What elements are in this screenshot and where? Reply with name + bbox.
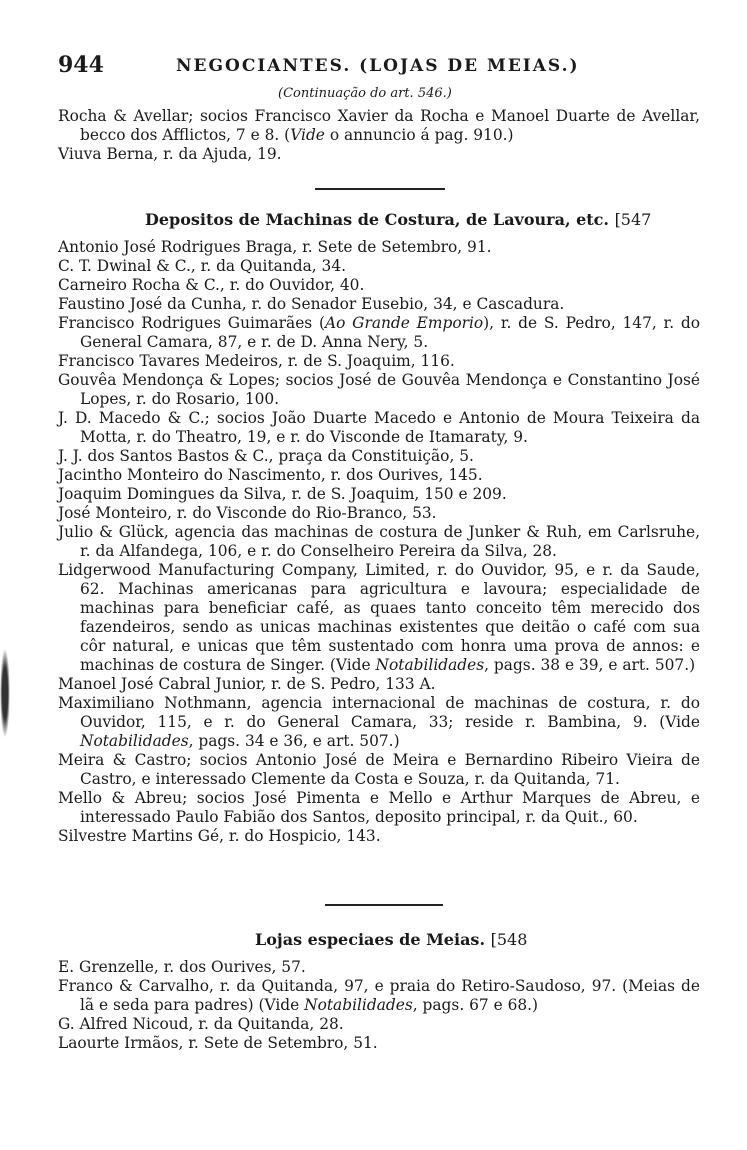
entry-text: Manoel José Cabral Junior, r. de S. Pedro, 133 A.: [58, 675, 436, 693]
directory-entry: [58, 466, 700, 485]
directory-entry: [58, 314, 700, 352]
entry-text: Rocha & Avellar; socios Francisco Xavier da Rocha e Manoel Duarte de Avellar, becco dos Afflictos, 7 e 8. (: [58, 107, 700, 144]
directory-entry: [58, 257, 700, 276]
entry-text: José Monteiro, r. do Visconde do Rio-Branco, 53.: [58, 504, 437, 522]
entry-text: Meira & Castro; socios Antonio José de Meira e Bernardino Ribeiro Vieira de Castro, e interessado Clemente da Costa e Souza, r. da Quitanda, 71.: [58, 751, 700, 788]
entry-tail: o annuncio á pag. 910.): [324, 126, 514, 144]
entry-tail: , pags. 38 e 39, e art. 507.): [484, 656, 696, 674]
intro-entries: [58, 107, 700, 164]
entry-text: Faustino José da Cunha, r. do Senador Eusebio, 34, e Cascadura.: [58, 295, 565, 313]
directory-entry: [58, 694, 700, 751]
entry-italic-ref: Notabilidades: [375, 656, 485, 674]
entry-tail: , pags. 34 e 36, e art. 507.): [188, 732, 400, 750]
directory-entry: [58, 107, 700, 145]
entry-italic-ref: Notabilidades: [304, 996, 413, 1014]
entry-text: Lidgerwood Manufacturing Company, Limited, r. do Ouvidor, 95, e r. da Saude, 62. Machinas americanas para agricultura e lavoura; especialidade de machinas para beneficiar café, as quaes tanto conceito têm merecido dos fazendeiros, sendo as unicas machinas existentes que deitão o café com sua côr natural, e unicas que têm sustentado com honra uma prova de annos: e machinas de costura de Singer. (Vide: [58, 561, 700, 674]
entry-text: J. J. dos Santos Bastos & C., praça da Constituição, 5.: [58, 447, 474, 465]
entry-text: Silvestre Martins Gé, r. do Hospicio, 143.: [58, 827, 381, 845]
page-header: [58, 52, 698, 82]
section-547-entries: [58, 238, 700, 846]
section-divider: [315, 188, 445, 190]
directory-entry: [58, 523, 700, 561]
section-548-number: [548: [490, 930, 528, 949]
entry-text: Laourte Irmãos, r. Sete de Setembro, 51.: [58, 1034, 378, 1052]
section-divider: [325, 904, 443, 906]
directory-entry: [58, 447, 700, 466]
directory-entry: [58, 295, 700, 314]
entry-text: Carneiro Rocha & C., r. do Ouvidor, 40.: [58, 276, 365, 294]
continuation-note: (Continuação do art. 546.): [278, 86, 452, 101]
section-547-number: [547: [614, 210, 652, 229]
section-547-title: Depositos de Machinas de Costura, de Lavoura, etc.: [145, 210, 609, 229]
entry-text: Antonio José Rodrigues Braga, r. Sete de Setembro, 91.: [58, 238, 492, 256]
directory-entry: [58, 238, 700, 257]
entry-text: Maximiliano Nothmann, agencia internacional de machinas de costura, r. do Ouvidor, 115, e r. do General Camara, 33; reside r. Bambina, 9. (Vide: [58, 694, 700, 731]
directory-entry: [58, 276, 700, 295]
entry-text: Joaquim Domingues da Silva, r. de S. Joaquim, 150 e 209.: [58, 485, 507, 503]
entry-tail: ), r. de S. Pedro, 147, r. do General Camara, 87, e r. de D. Anna Nery, 5.: [80, 314, 700, 351]
entry-text: Gouvêa Mendonça & Lopes; socios José de Gouvêa Mendonça e Constantino José Lopes, r. do Rosario, 100.: [58, 371, 700, 408]
binding-mark: [0, 648, 10, 738]
entry-text: Viuva Berna, r. da Ajuda, 19.: [58, 145, 282, 163]
entry-text: J. D. Macedo & C.; socios João Duarte Macedo e Antonio de Moura Teixeira da Motta, r. do Theatro, 19, e r. do Visconde de Itamaraty, 9.: [58, 409, 700, 446]
section-548-title: Lojas especiaes de Meias.: [255, 930, 486, 949]
directory-entry: [58, 352, 700, 371]
entry-text: Francisco Tavares Medeiros, r. de S. Joaquim, 116.: [58, 352, 455, 370]
directory-entry: [58, 827, 700, 846]
section-547-heading: [145, 210, 651, 229]
entry-italic-ref: Ao Grande Emporio: [325, 314, 484, 332]
entry-text: Mello & Abreu; socios José Pimenta e Mello e Arthur Marques de Abreu, e interessado Paulo Fabião dos Santos, deposito principal, r. da Quit., 60.: [58, 789, 700, 826]
entry-text: Francisco Rodrigues Guimarães (: [58, 314, 325, 332]
section-548-entries: [58, 958, 700, 1053]
entry-text: Julio & Glück, agencia das machinas de costura de Junker & Ruh, em Carlsruhe, r. da Alfandega, 106, e r. do Conselheiro Pereira da Silva, 28.: [58, 523, 700, 560]
directory-entry: [58, 1015, 700, 1034]
entry-italic-ref: Notabilidades: [80, 732, 189, 750]
directory-entry: [58, 145, 700, 164]
section-548-heading: [255, 930, 527, 949]
directory-entry: [58, 409, 700, 447]
entry-text: Franco & Carvalho, r. da Quitanda, 97, e praia do Retiro-Saudoso, 97. (Meias de lã e seda para padres) (Vide: [58, 977, 700, 1014]
directory-entry: [58, 675, 700, 694]
directory-entry: [58, 958, 700, 977]
running-title: NEGOCIANTES. (LOJAS DE MEIAS.): [176, 56, 580, 76]
directory-entry: [58, 371, 700, 409]
entry-text: G. Alfred Nicoud, r. da Quitanda, 28.: [58, 1015, 344, 1033]
directory-entry: [58, 485, 700, 504]
entry-italic-ref: Vide: [290, 126, 325, 144]
directory-entry: [58, 1034, 700, 1053]
entry-text: E. Grenzelle, r. dos Ourives, 57.: [58, 958, 306, 976]
directory-entry: [58, 561, 700, 675]
entry-text: Jacintho Monteiro do Nascimento, r. dos Ourives, 145.: [58, 466, 483, 484]
entry-text: C. T. Dwinal & C., r. da Quitanda, 34.: [58, 257, 347, 275]
directory-entry: [58, 789, 700, 827]
page-number: 944: [58, 52, 104, 78]
directory-entry: [58, 504, 700, 523]
directory-entry: [58, 751, 700, 789]
entry-tail: , pags. 67 e 68.): [412, 996, 539, 1014]
directory-entry: [58, 977, 700, 1015]
